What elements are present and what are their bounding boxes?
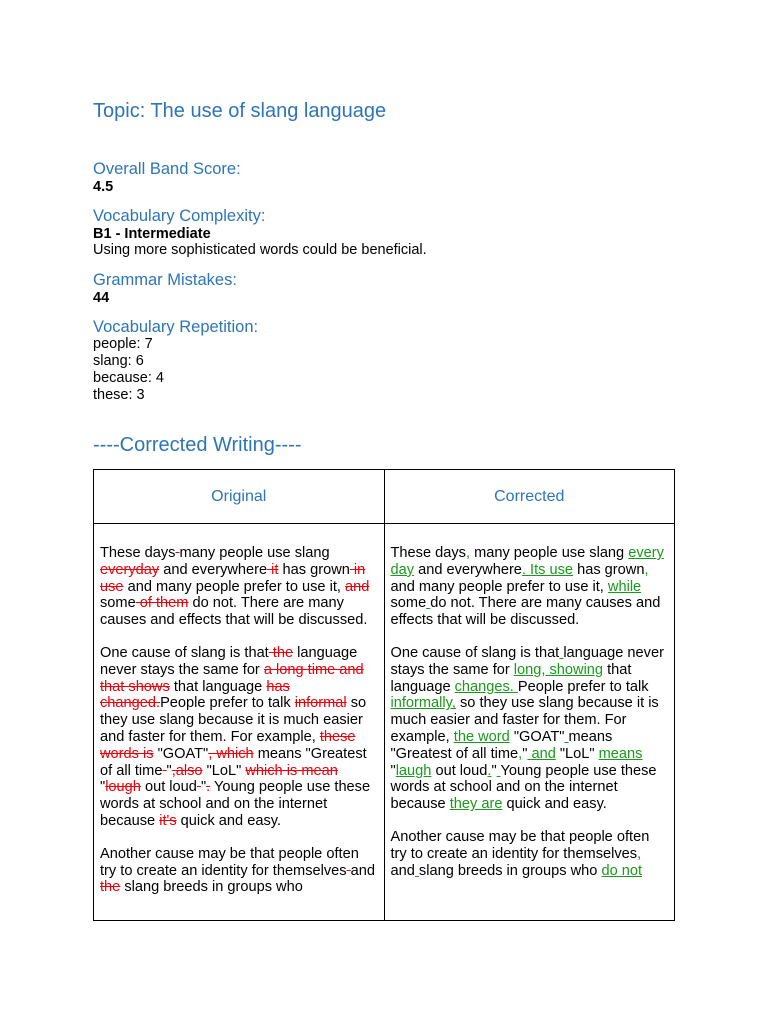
text-segment: means "Greatest of all time [100,745,367,779]
repetition-item: these: 3 [93,387,145,403]
vocab-repetition-list [93,336,164,404]
deleted-text: in use [100,561,366,595]
text-segment: People prefer to talk [160,695,295,712]
text-segment: slang breeds in groups who [120,879,303,896]
inserted-text: the word [453,728,510,745]
table-header-row [94,470,675,524]
vocab-complexity-note: Using more sophisticated words could be beneficial. [93,242,427,258]
deleted-text: ,also [171,762,203,779]
text-segment: that language [169,678,267,695]
paragraph [100,846,378,896]
deleted-text: and [345,578,370,595]
text-segment: and [350,862,376,879]
inserted-text: , [644,561,649,578]
text-segment: Another cause may be that people often try to create an identity for themselves [390,828,650,862]
band-score-value: 4.5 [93,179,114,195]
inserted-text: long, showing [513,661,604,678]
original-text-cell [94,524,385,921]
text-segment: has grown [573,561,645,578]
inserted-text: , [518,745,523,762]
inserted-text: changes. [454,678,518,695]
text-segment: People prefer to talk [517,678,649,695]
text-segment: means "Greatest of all time [390,728,613,762]
text-segment: Young people use these words at school and on the internet because [390,762,657,813]
deleted-text: everyday [100,561,160,578]
text-segment: language never stays the same for [390,644,664,678]
deleted-text: it's [159,812,177,829]
text-segment: and [390,862,415,879]
grammar-mistakes-label: Grammar Mistakes: [93,271,237,289]
original-text-content [94,524,384,920]
text-segment: slang breeds in groups who [418,862,602,879]
text-segment: "LoL" [555,745,599,762]
inserted-text: while [607,578,642,595]
inserted-text: informally, [390,695,456,712]
deleted-text: informal [294,695,347,712]
text-segment: out loud [431,762,488,779]
inserted-text: , [637,845,642,862]
inserted-text: and [527,745,556,762]
corrected-text-content [385,524,675,920]
page-title: Topic: The use of slang language [93,100,387,122]
text-segment: " [390,762,396,779]
text-segment: quick and easy. [502,796,607,813]
deleted-text: . [206,779,211,796]
column-header-original: Original [94,470,385,524]
text-segment: "LoL" [202,762,246,779]
text-segment: "GOAT" [153,745,209,762]
text-segment: One cause of slang is that [390,644,560,661]
deleted-text: the [100,879,121,896]
corrected-text-cell [384,524,675,921]
text-segment: some [100,595,136,612]
text-segment: " [200,779,207,796]
text-segment: One cause of slang is that [100,644,269,661]
text-segment: has grown [278,561,350,578]
inserted-text: . [487,762,492,779]
deleted-text: , which [208,745,254,762]
text-segment: Another cause may be that people often try to create an identity for themselves [100,845,359,879]
deleted-text: has changed. [100,678,290,712]
paragraph [391,645,669,813]
text-segment: " [491,762,497,779]
paragraph [391,829,669,879]
paragraph [100,545,378,629]
column-header-corrected: Corrected [384,470,675,524]
comparison-table [93,469,675,921]
band-score-label: Overall Band Score: [93,160,241,178]
deleted-text: the [268,644,294,661]
text-segment: language never stays the same for [100,644,358,678]
text-segment: Young people use these words at school and on the internet because [100,779,371,829]
deleted-text: it [267,561,279,578]
repetition-item: slang: 6 [93,353,144,369]
text-segment: some [390,595,427,612]
repetition-item: because: 4 [93,370,164,386]
deleted-text: of them [135,595,189,612]
text-segment: and many people prefer to use it, [390,578,608,595]
deleted-text: lough [105,779,141,796]
vocab-repetition-label: Vocabulary Repetition: [93,318,259,336]
text-segment: so they use slang because it is much easier and faster for them. For example, [390,695,659,745]
text-segment: many people use slang [179,545,330,561]
paragraph [100,645,378,830]
corrected-writing-heading: ----Corrected Writing---- [93,434,302,456]
text-segment: many people use slang [470,545,629,561]
inserted-text: . Its use [521,561,574,578]
text-segment: do not. There are many causes and effects that will be discussed. [100,595,368,629]
deleted-text: which is mean [245,762,338,779]
inserted-text: means [598,745,643,762]
vocab-complexity-label: Vocabulary Complexity: [93,207,266,225]
text-segment: quick and easy. [176,812,282,829]
text-segment: and many people prefer to use it, [123,578,346,595]
deleted-text: these words is [100,728,356,762]
vocab-complexity-level: B1 - Intermediate [93,226,211,242]
text-segment: These days [390,545,466,561]
text-segment: " [100,779,106,796]
text-segment: out loud [140,779,197,796]
text-segment: that language [390,661,632,695]
text-segment: so they use slang because it is much easier and faster for them. For example, [100,695,367,745]
inserted-text: every day [390,545,664,578]
table-row [94,524,675,921]
inserted-text: , [465,545,471,561]
text-segment: "GOAT" [509,728,565,745]
text-segment: These days [100,545,176,561]
text-segment: " [522,745,528,762]
inserted-text: they are [449,796,503,813]
text-segment: do not. There are many causes and effects that will be discussed. [390,595,661,629]
text-segment: and everywhere [414,561,522,578]
grammar-mistakes-value: 44 [93,290,110,306]
text-segment: " [166,762,172,779]
inserted-text: laugh [395,762,432,779]
deleted-text: a long time and that shows [100,661,364,695]
inserted-text: do not [601,862,643,879]
repetition-item: people: 7 [93,336,153,352]
text-segment: and everywhere [159,561,268,578]
paragraph [391,545,669,629]
